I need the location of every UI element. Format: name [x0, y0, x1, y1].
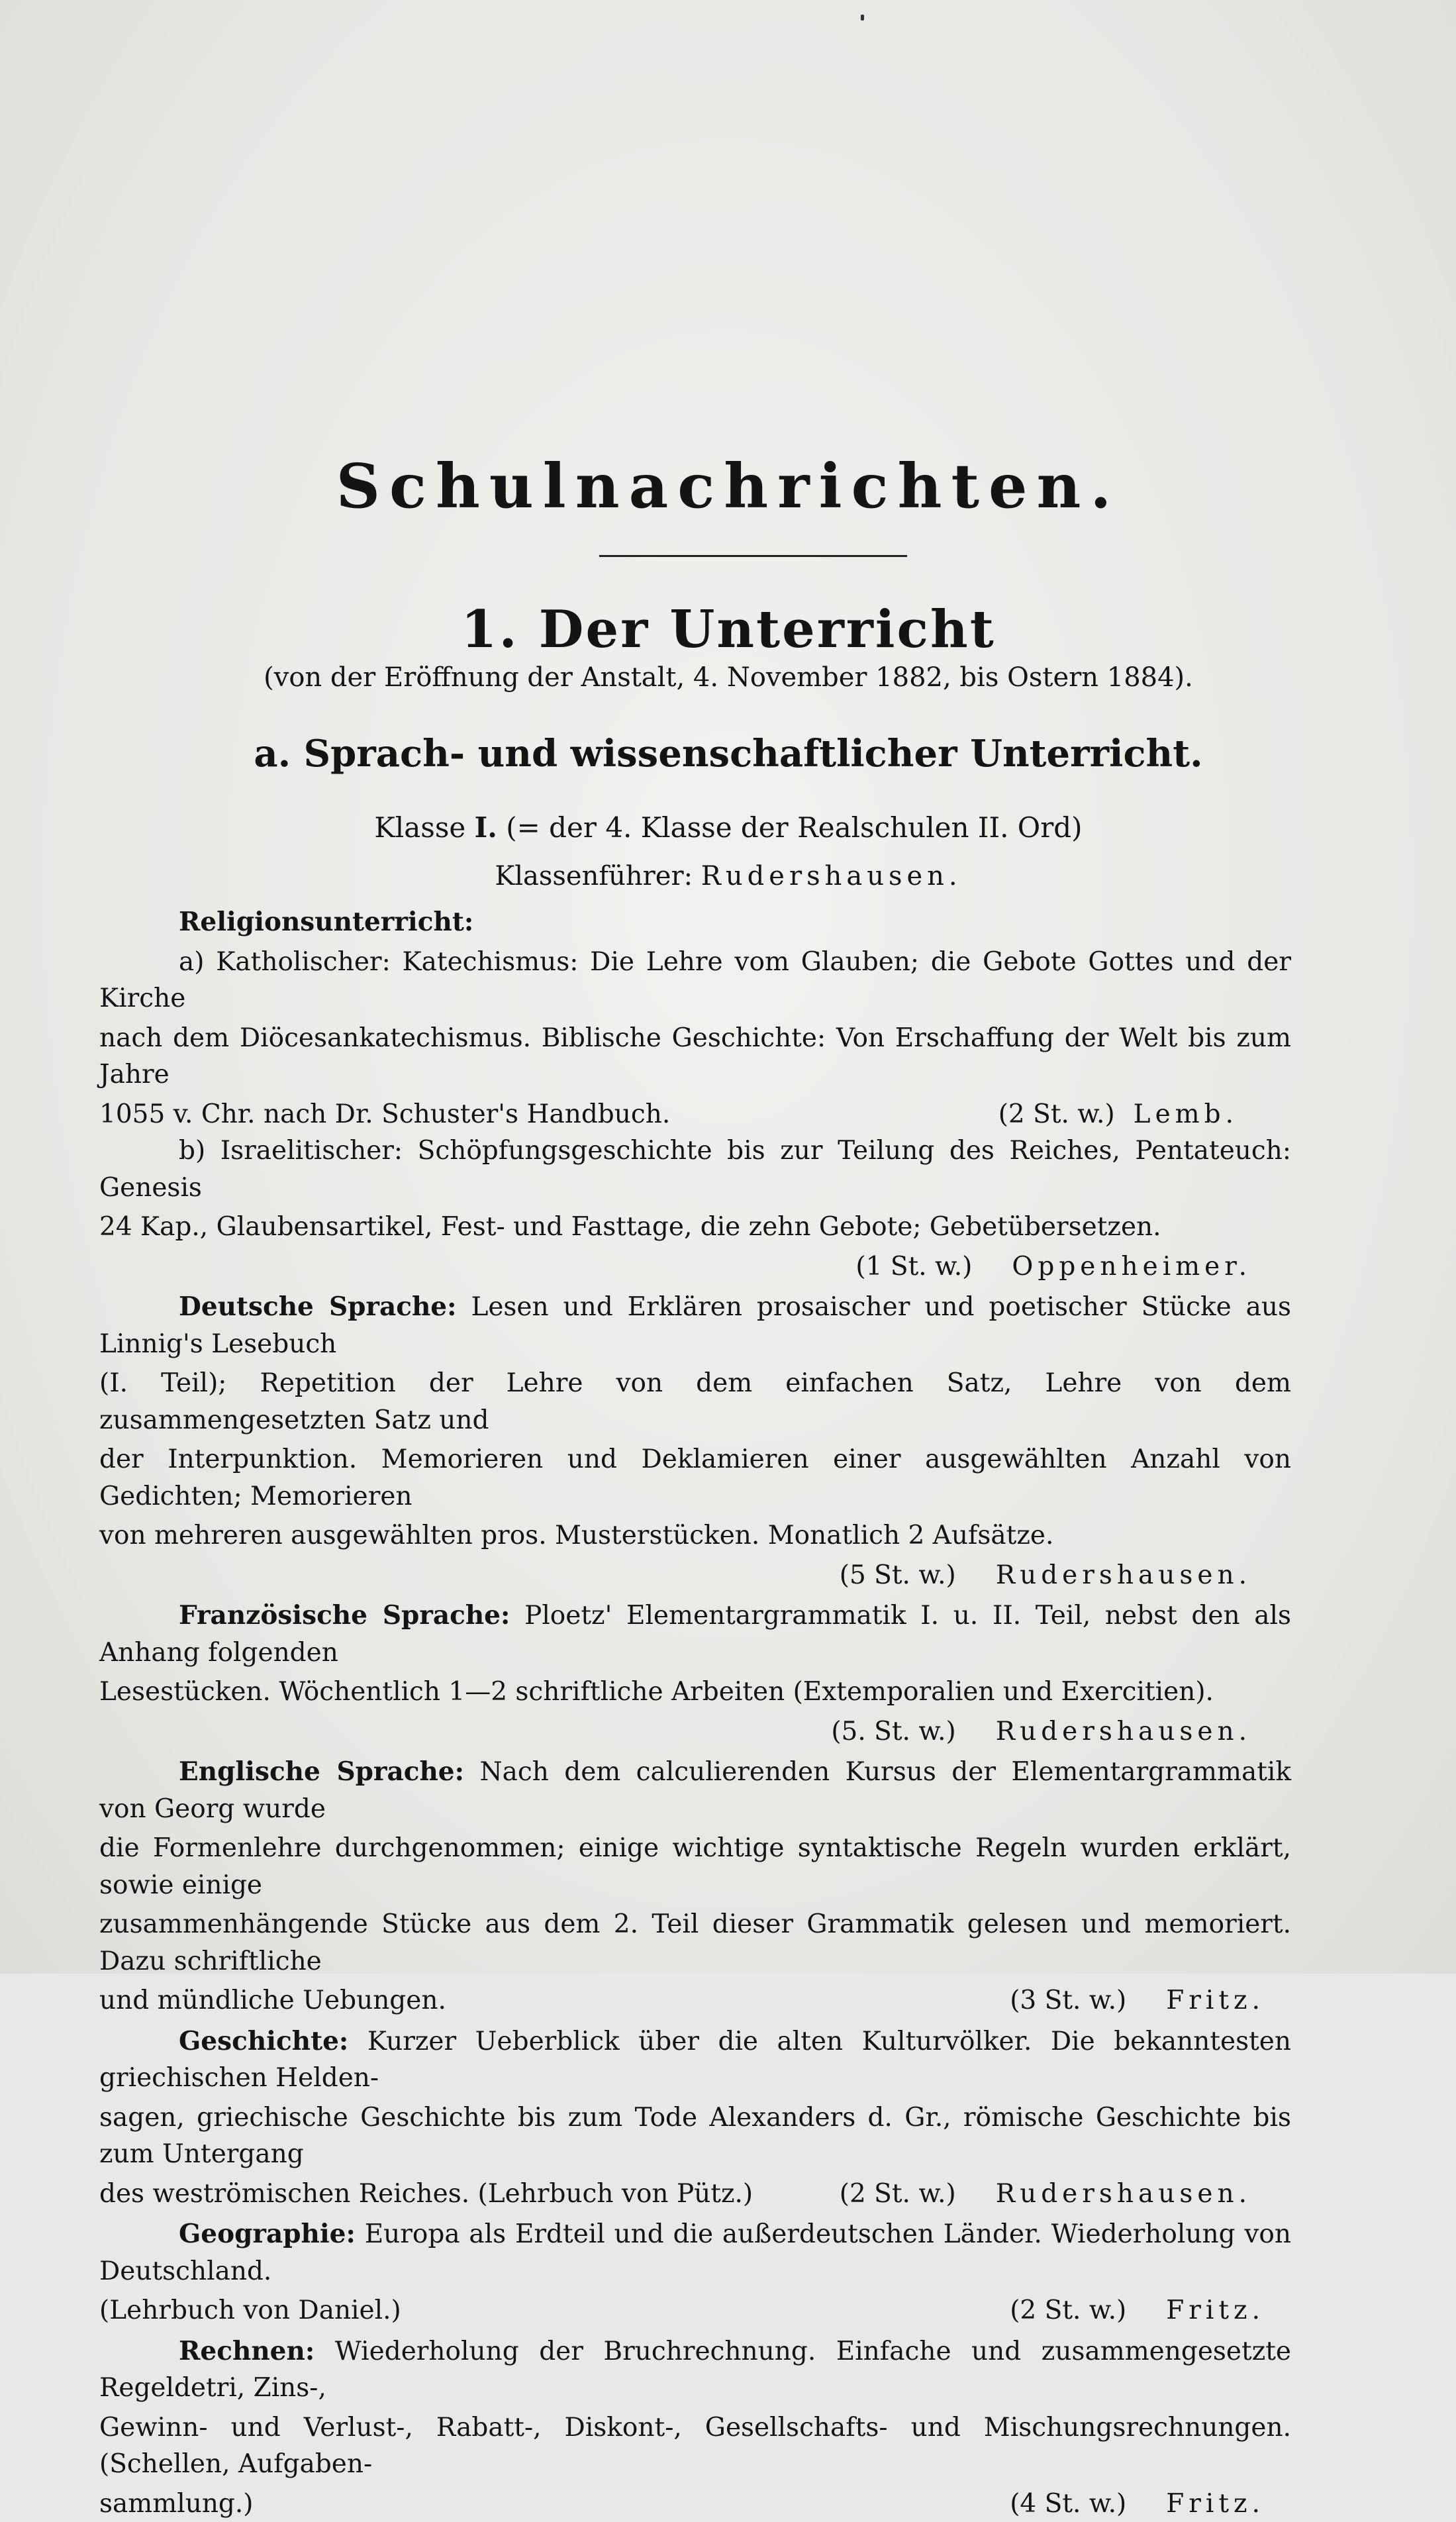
- subject-heading: [99, 904, 1291, 941]
- klassenfuehrer-label: Klassenführer:: [495, 861, 693, 891]
- geographie-heading: Geographie:: [179, 2219, 356, 2249]
- teacher: Fritz.: [1166, 2292, 1265, 2329]
- subjects: [99, 904, 1291, 2522]
- section-title: 1. Der Unterricht: [99, 599, 1357, 660]
- subject-rechnen: [99, 2333, 1291, 2522]
- subsection-title: a. Sprach- und wissenschaftlicher Unterricht.: [99, 732, 1357, 776]
- geschichte-heading: Geschichte:: [179, 2026, 348, 2056]
- hours: (5 St. w.): [840, 1557, 956, 1594]
- text-line: [99, 2333, 1291, 2407]
- religion-heading: Religionsunterricht:: [179, 907, 473, 937]
- text-line: [99, 1754, 1291, 1827]
- text-line: (Lehrbuch von Daniel.): [99, 2292, 401, 2329]
- ink-speck: [861, 15, 864, 21]
- text-line: [99, 1289, 1291, 1362]
- teacher: Rudershausen.: [996, 1713, 1251, 1750]
- teacher: Oppenheimer.: [1012, 1248, 1251, 1286]
- text-line: von mehreren ausgewählten pros. Musterstücken. Monatlich 2 Aufsätze.: [99, 1517, 1291, 1554]
- franz-heading: Französische Sprache:: [179, 1600, 510, 1631]
- text-line: der Interpunktion. Memorieren und Deklamieren einer ausgewählten Anzahl von Gedichten; Memorieren: [99, 1441, 1291, 1515]
- text-line: des weströmischen Reiches. (Lehrbuch von Pütz.): [99, 2176, 753, 2213]
- subject-geschichte: [99, 2023, 1291, 2213]
- klasse-label: Klasse: [374, 811, 465, 844]
- klassenfuehrer-name: Rudershausen.: [701, 861, 962, 891]
- text-line-with-hours: [99, 2292, 1291, 2329]
- text-line: [99, 1597, 1291, 1671]
- hours-teacher: [1010, 2292, 1291, 2329]
- text-line: die Formenlehre durchgenommen; einige wichtige syntaktische Regeln wurden erklärt, sowie einige: [99, 1830, 1291, 1903]
- text-line: [99, 2023, 1291, 2097]
- text-line: nach dem Diöcesankatechismus. Biblische Geschichte: Von Erschaffung der Welt bis zum Jahre: [99, 1020, 1291, 1093]
- text-line: b) Israelitischer: Schöpfungsgeschichte bis zur Teilung des Reiches, Pentateuch: Genesis: [99, 1133, 1291, 1206]
- text-line: 1055 v. Chr. nach Dr. Schuster's Handbuch.: [99, 1096, 670, 1133]
- hours-teacher: [99, 1557, 1291, 1594]
- text-line: Nach dem calculierenden Kursus der Elementargrammatik von Georg wurde: [99, 1757, 1291, 1824]
- text-line: a) Katholischer: Katechismus: Die Lehre vom Glauben; die Gebote Gottes und der Kirche: [99, 944, 1291, 1017]
- klasse-number: I.: [475, 811, 497, 844]
- klasse-heading: [99, 811, 1357, 844]
- hours: (2 St. w.): [840, 2176, 956, 2213]
- rechnen-heading: Rechnen:: [179, 2336, 315, 2366]
- hours: (2 St. w.): [1010, 2292, 1126, 2329]
- text-line: und mündliche Uebungen.: [99, 1982, 446, 2019]
- text-line: Lesestücken. Wöchentlich 1—2 schriftliche Arbeiten (Extemporalien und Exercitien).: [99, 1674, 1291, 1711]
- text-line: 24 Kap., Glaubensartikel, Fest- und Fasttage, die zehn Gebote; Gebetübersetzen.: [99, 1209, 1291, 1246]
- text-line-with-hours: [99, 1096, 1291, 1133]
- text-line: Kurzer Ueberblick über die alten Kulturvölker. Die bekanntesten griechischen Helden-: [99, 2027, 1291, 2093]
- text-line: sammlung.): [99, 2486, 254, 2522]
- subject-deutsch: [99, 1289, 1291, 1593]
- teacher: Rudershausen.: [996, 2176, 1251, 2213]
- teacher: Fritz.: [1166, 1982, 1265, 2019]
- text-line-with-hours: [99, 2176, 1291, 2213]
- section-subtitle: (von der Eröffnung der Anstalt, 4. November 1882, bis Ostern 1884).: [99, 662, 1357, 693]
- teacher: Fritz.: [1166, 2486, 1265, 2522]
- teacher: Rudershausen.: [996, 1557, 1251, 1594]
- teacher: Lemb.: [1134, 1096, 1238, 1133]
- text-line: Lesen und Erklären prosaischer und poetischer Stücke aus Linnig's Lesebuch: [99, 1292, 1291, 1359]
- hours-teacher: [840, 2176, 1291, 2213]
- text-line: Ploetz' Elementargrammatik I. u. II. Teil, nebst den als Anhang folgenden: [99, 1601, 1291, 1668]
- title-rule: [599, 555, 907, 557]
- hours-teacher: [99, 1713, 1291, 1750]
- text-line-with-hours: [99, 1982, 1291, 2019]
- text-line: [99, 2216, 1291, 2290]
- hours-teacher: [998, 1096, 1291, 1133]
- hours: (2 St. w.): [998, 1096, 1115, 1133]
- englisch-heading: Englische Sprache:: [179, 1756, 464, 1787]
- subject-franzoesisch: [99, 1597, 1291, 1750]
- subject-geographie: [99, 2216, 1291, 2329]
- deutsch-heading: Deutsche Sprache:: [179, 1291, 457, 1322]
- text-line: zusammenhängende Stücke aus dem 2. Teil dieser Grammatik gelesen und memoriert. Dazu schriftliche: [99, 1906, 1291, 1980]
- text-line: Europa als Erdteil und die außerdeutschen Länder. Wiederholung von Deutschland.: [99, 2219, 1291, 2286]
- text-line: (I. Teil); Repetition der Lehre von dem einfachen Satz, Lehre von dem zusammengesetzten Satz und: [99, 1365, 1291, 1438]
- subject-religion: [99, 904, 1291, 1285]
- hours: (1 St. w.): [855, 1248, 972, 1286]
- klassenfuehrer: [99, 861, 1357, 891]
- hours-teacher: [1010, 2486, 1291, 2522]
- text-line-with-hours: [99, 2486, 1291, 2522]
- main-title: Schulnachrichten.: [99, 450, 1357, 522]
- hours: (3 St. w.): [1010, 1982, 1126, 2019]
- text-line: Wiederholung der Bruchrechnung. Einfache und zusammengesetzte Regeldetri, Zins-,: [99, 2337, 1291, 2403]
- klasse-rest: (= der 4. Klasse der Realschulen II. Ord): [506, 811, 1082, 844]
- text-line: sagen, griechische Geschichte bis zum Tode Alexanders d. Gr., römische Geschichte bis zum Untergang: [99, 2099, 1291, 2173]
- hours-teacher: [99, 1248, 1291, 1286]
- subject-englisch: [99, 1754, 1291, 2019]
- hours: (4 St. w.): [1010, 2486, 1126, 2522]
- hours: (5. St. w.): [831, 1713, 955, 1750]
- text-line: Gewinn- und Verlust-, Rabatt-, Diskont-, Gesellschafts- und Mischungsrechnungen. (Schellen, Aufgaben-: [99, 2409, 1291, 2483]
- hours-teacher: [1010, 1982, 1291, 2019]
